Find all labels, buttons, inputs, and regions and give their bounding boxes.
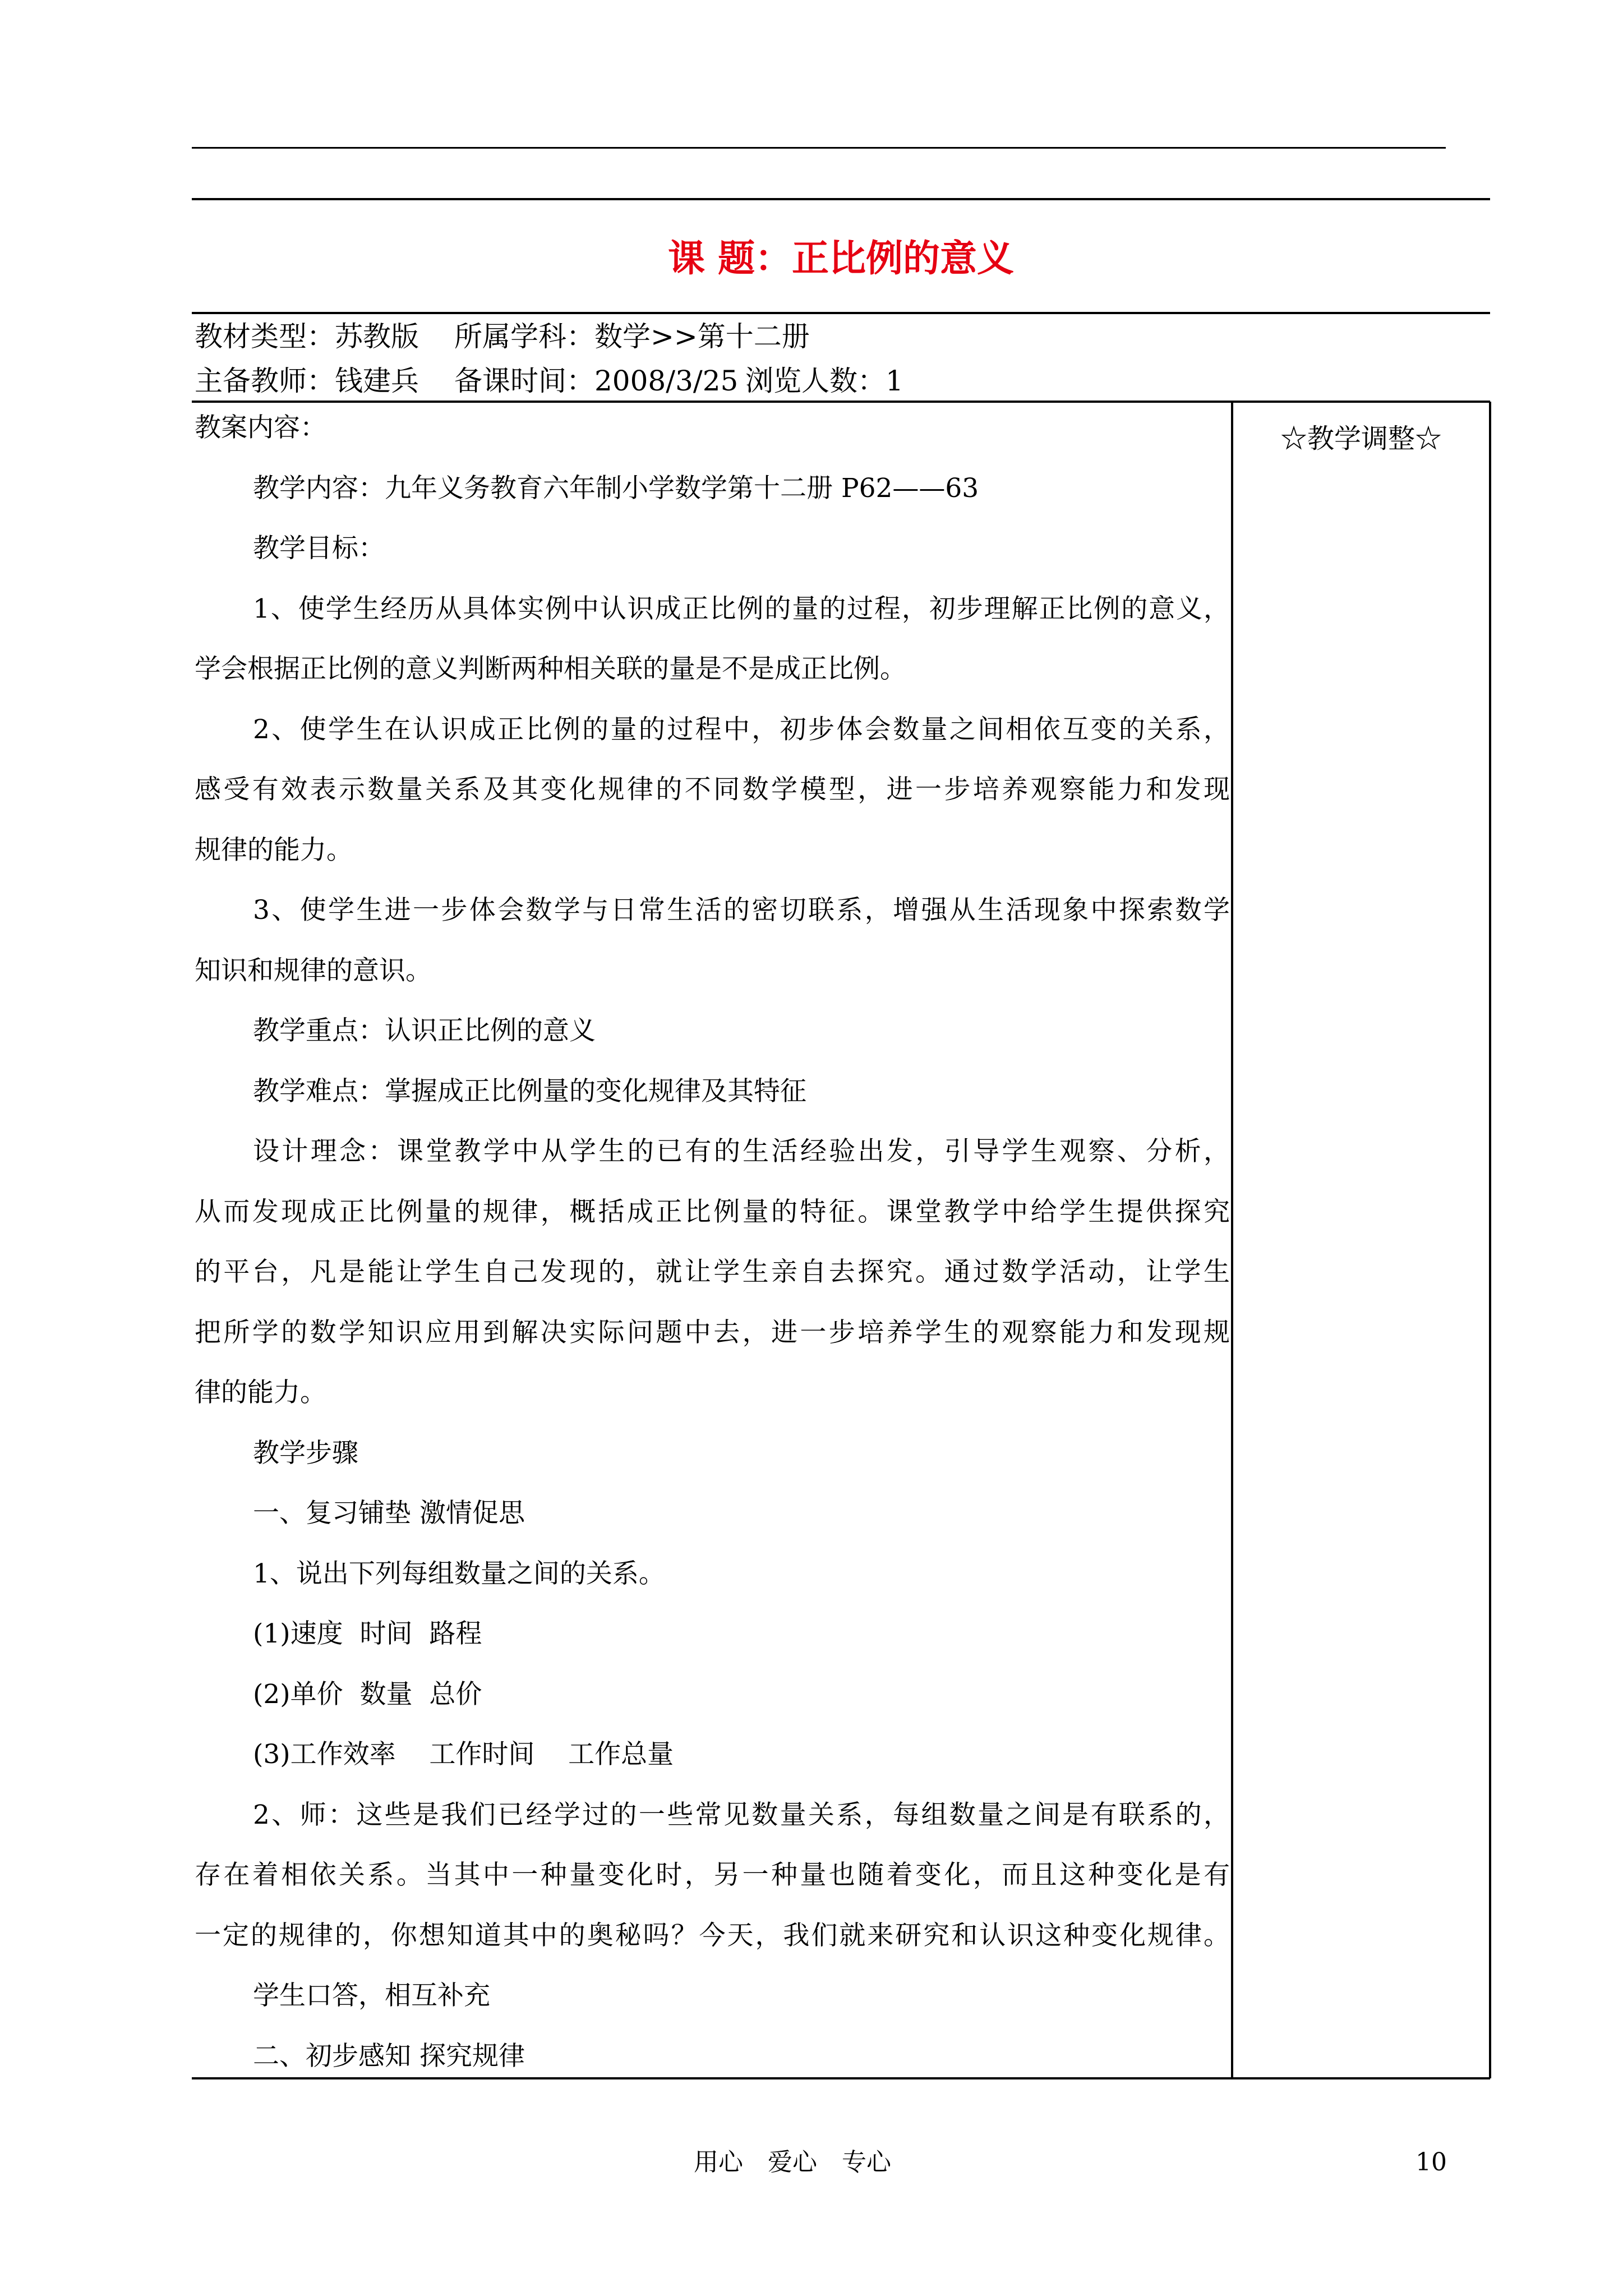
content-line: 规律的能力。 xyxy=(195,834,353,866)
content-line: 教学难点：掌握成正比例量的变化规律及其特征 xyxy=(253,1075,806,1107)
header-rule xyxy=(192,147,1446,149)
table-top-rule xyxy=(192,198,1490,200)
content-line: 从而发现成正比例量的规律，概括成正比例量的特征。课堂教学中给学生提供探究 xyxy=(195,1196,1230,1227)
content-line: 设计理念：课堂教学中从学生的已有的生活经验出发，引导学生观察、分析， xyxy=(253,1136,1230,1167)
content-line: 感受有效表示数量关系及其变化规律的不同数学模型，进一步培养观察能力和发现 xyxy=(195,774,1230,805)
content-heading: 教案内容： xyxy=(195,412,326,443)
title-rule xyxy=(192,312,1490,314)
content-line: 1、说出下列每组数量之间的关系。 xyxy=(253,1558,665,1589)
textbook-type: 教材类型：苏教版 xyxy=(195,320,419,353)
content-line: 教学目标： xyxy=(253,533,385,564)
lead-teacher: 主备教师：钱建兵 xyxy=(195,365,419,397)
content-line: (3)工作效率 工作时间 工作总量 xyxy=(253,1739,674,1770)
content-line: 一、复习铺垫 激情促思 xyxy=(253,1498,525,1529)
subject: 所属学科：数学>>第十二册 xyxy=(454,320,810,353)
content-line: 2、师：这些是我们已经学过的一些常见数量关系，每组数量之间是有联系的， xyxy=(253,1799,1230,1830)
page-number: 10 xyxy=(1415,2148,1447,2177)
column-divider xyxy=(1231,402,1233,2078)
content-line: 把所学的数学知识应用到解决实际问题中去，进一步培养学生的观察能力和发现规 xyxy=(195,1317,1230,1348)
content-line: 律的能力。 xyxy=(195,1377,326,1408)
lesson-content xyxy=(195,398,1230,2086)
content-line: 教学步骤 xyxy=(253,1437,358,1469)
table-right-border xyxy=(1489,402,1491,2078)
content-line: 知识和规律的意识。 xyxy=(195,955,432,986)
content-line: (1)速度 时间 路程 xyxy=(253,1618,482,1649)
content-line: 1、使学生经历从具体实例中认识成正比例的量的过程，初步理解正比例的意义， xyxy=(253,593,1230,624)
content-line: 的平台，凡是能让学生自己发现的，就让学生亲自去探究。通过数学活动，让学生 xyxy=(195,1257,1230,1287)
content-line: (2)单价 数量 总价 xyxy=(253,1678,482,1710)
content-line: 二、初步感知 探究规律 xyxy=(253,2040,525,2072)
content-line: 教学重点：认识正比例的意义 xyxy=(253,1015,596,1046)
lesson-title: 课 题：正比例的意义 xyxy=(668,236,1014,280)
content-line: 存在着相依关系。当其中一种量变化时，另一种量也随着变化，而且这种变化是有 xyxy=(195,1860,1230,1890)
content-line: 一定的规律的，你想知道其中的奥秘吗？今天，我们就来研究和认识这种变化规律。 xyxy=(195,1920,1230,1951)
content-line: 3、使学生进一步体会数学与日常生活的密切联系，增强从生活现象中探索数学 xyxy=(253,895,1230,926)
content-line: 学生口答，相互补充 xyxy=(253,1980,490,2011)
view-count: 浏览人数：1 xyxy=(745,365,903,397)
adjustment-heading: ☆教学调整☆ xyxy=(1280,423,1442,454)
content-line: 教学内容：九年义务教育六年制小学数学第十二册 P62——63 xyxy=(253,472,979,504)
content-line: 2、使学生在认识成正比例的量的过程中，初步体会数量之间相依互变的关系， xyxy=(253,714,1230,745)
prep-date: 备课时间：2008/3/25 xyxy=(454,365,739,397)
content-line: 学会根据正比例的意义判断两种相关联的量是不是成正比例。 xyxy=(195,654,906,684)
table-bottom-rule xyxy=(192,2077,1490,2079)
footer-motto: 用心 爱心 专心 xyxy=(694,2148,891,2177)
